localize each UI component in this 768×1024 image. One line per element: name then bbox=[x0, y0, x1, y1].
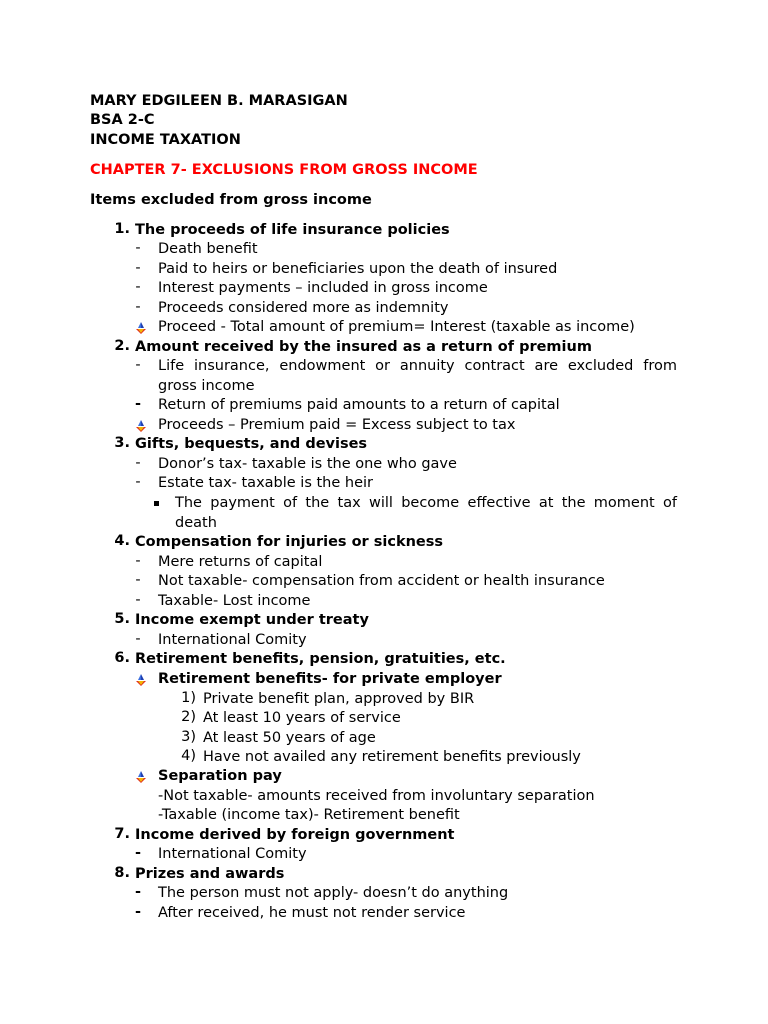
dash-marker: - bbox=[135, 592, 141, 608]
item-number: 4. bbox=[114, 533, 130, 549]
list-item: Death benefit bbox=[158, 241, 258, 257]
dash-marker: - bbox=[134, 904, 142, 920]
dash-marker: - bbox=[134, 845, 142, 861]
sub-list-item: Have not availed any retirement benefits previously bbox=[203, 749, 581, 765]
item-number: 1. bbox=[114, 221, 130, 237]
item-number: 2. bbox=[114, 338, 130, 354]
sub-list-item: Private benefit plan, approved by BIR bbox=[203, 691, 475, 707]
item-title: Gifts, bequests, and devises bbox=[135, 436, 368, 452]
dash-marker: - bbox=[135, 631, 141, 647]
list-item: Estate tax- taxable is the heir bbox=[158, 475, 373, 491]
list-item: Paid to heirs or beneficiaries upon the death of insured bbox=[158, 261, 558, 277]
list-item-continued: gross income bbox=[158, 378, 255, 394]
item-title: Prizes and awards bbox=[135, 866, 285, 882]
dash-marker: - bbox=[135, 474, 141, 490]
dash-marker: - bbox=[134, 396, 142, 412]
list-item: Proceeds – Premium paid = Excess subject to tax bbox=[158, 417, 516, 433]
arrow-bullet-icon bbox=[134, 770, 148, 784]
dash-marker: - bbox=[135, 455, 141, 471]
dash-marker: - bbox=[135, 299, 141, 315]
arrow-bullet-icon bbox=[134, 673, 148, 687]
sub-list-item: The payment of the tax will become effective at the moment of bbox=[175, 495, 677, 511]
dash-marker: - bbox=[135, 260, 141, 276]
item-number: 5. bbox=[114, 611, 130, 627]
item-number: 6. bbox=[114, 650, 130, 666]
section-intro: Items excluded from gross income bbox=[90, 192, 372, 208]
sub-number: 2) bbox=[181, 709, 196, 725]
sub-number: 4) bbox=[181, 748, 196, 764]
list-item: After received, he must not render service bbox=[158, 905, 466, 921]
sub-list-item-continued: death bbox=[175, 515, 217, 531]
list-item: Taxable- Lost income bbox=[158, 593, 311, 609]
dash-marker: - bbox=[135, 279, 141, 295]
item-title: Compensation for injuries or sickness bbox=[135, 534, 444, 550]
item-number: 7. bbox=[114, 826, 130, 842]
list-item: Interest payments – included in gross income bbox=[158, 280, 488, 296]
list-item: International Comity bbox=[158, 632, 307, 648]
item-number: 8. bbox=[114, 865, 130, 881]
square-bullet-icon bbox=[154, 501, 159, 506]
student-name: MARY EDGILEEN B. MARASIGAN bbox=[90, 93, 348, 109]
item-title: Amount received by the insured as a return of premium bbox=[135, 339, 592, 355]
list-item: Life insurance, endowment or annuity contract are excluded from bbox=[158, 358, 677, 374]
course-title: INCOME TAXATION bbox=[90, 132, 241, 148]
arrow-bullet-icon bbox=[134, 419, 148, 433]
list-item: International Comity bbox=[158, 846, 307, 862]
student-section: BSA 2-C bbox=[90, 112, 155, 128]
dash-marker: - bbox=[135, 553, 141, 569]
sub-list-item: At least 10 years of service bbox=[203, 710, 401, 726]
list-item: Proceed - Total amount of premium= Interest (taxable as income) bbox=[158, 319, 635, 335]
sub-heading: Separation pay bbox=[158, 768, 282, 784]
item-title: Income exempt under treaty bbox=[135, 612, 369, 628]
note-text: -Taxable (income tax)- Retirement benefit bbox=[158, 807, 460, 823]
item-number: 3. bbox=[114, 435, 130, 451]
list-item: Not taxable- compensation from accident or health insurance bbox=[158, 573, 605, 589]
dash-marker: - bbox=[135, 240, 141, 256]
arrow-bullet-icon bbox=[134, 321, 148, 335]
sub-list-item: At least 50 years of age bbox=[203, 730, 376, 746]
item-title: Retirement benefits, pension, gratuities, etc. bbox=[135, 651, 506, 667]
sub-number: 1) bbox=[181, 690, 196, 706]
item-title: Income derived by foreign government bbox=[135, 827, 455, 843]
dash-marker: - bbox=[135, 357, 141, 373]
item-title: The proceeds of life insurance policies bbox=[135, 222, 450, 238]
dash-marker: - bbox=[134, 884, 142, 900]
list-item: Proceeds considered more as indemnity bbox=[158, 300, 449, 316]
list-item: Mere returns of capital bbox=[158, 554, 323, 570]
note-text: -Not taxable- amounts received from involuntary separation bbox=[158, 788, 595, 804]
list-item: Return of premiums paid amounts to a return of capital bbox=[158, 397, 560, 413]
sub-heading: Retirement benefits- for private employer bbox=[158, 671, 502, 687]
chapter-title: CHAPTER 7- EXCLUSIONS FROM GROSS INCOME bbox=[90, 162, 478, 178]
dash-marker: - bbox=[135, 572, 141, 588]
sub-number: 3) bbox=[181, 729, 196, 745]
list-item: The person must not apply- doesn’t do anything bbox=[158, 885, 509, 901]
list-item: Donor’s tax- taxable is the one who gave bbox=[158, 456, 457, 472]
